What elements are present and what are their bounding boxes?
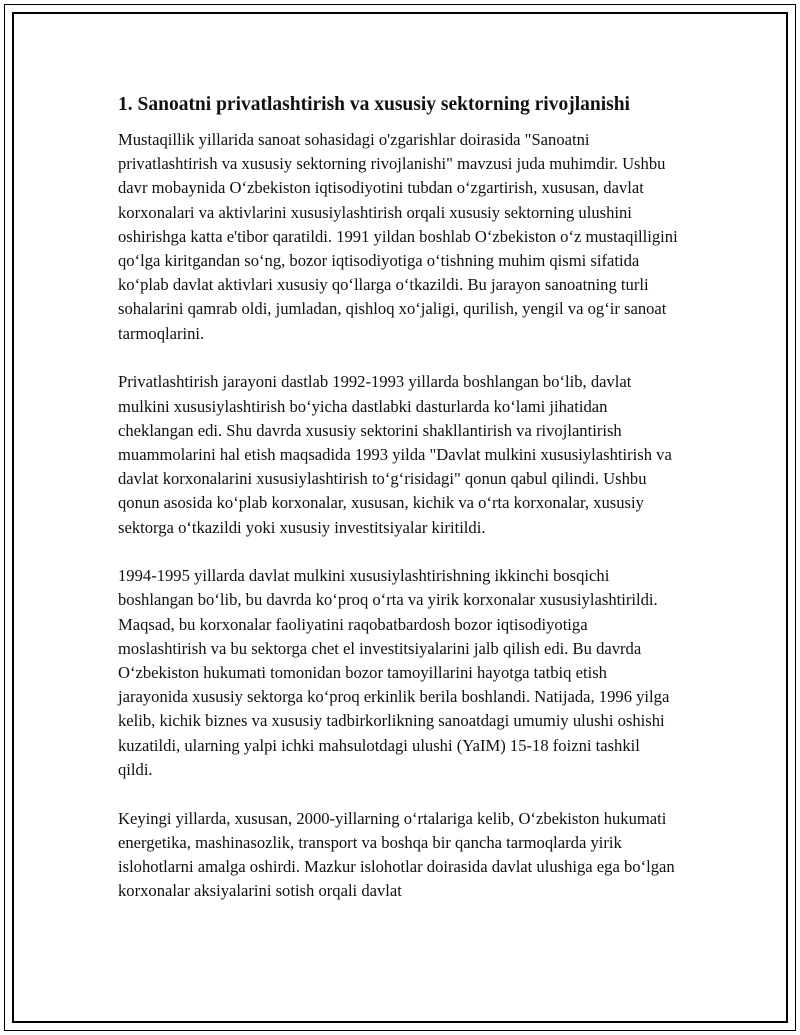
paragraph-3: 1994-1995 yillarda davlat mulkini xususiylashtirishning ikkinchi bosqichi boshlangan bo‘lib, bu davrda ko‘proq o‘rta va yirik korxonalar xususiylashtirildi. Maqsad, bu korxonalar faoliyatini raqobatbardosh bozor iqtisodiyotiga moslashtirish va bu sektorga chet el investitsiyalarini jalb qilish edi. Bu davrda O‘zbekiston hukumati tomonidan bozor tamoyillarini hayotga tatbiq etish jarayonida xususiy sektorga ko‘proq erkinlik berila boshlandi. Natijada, 1996 yilga kelib, kichik biznes va xususiy tadbirkorlikning sanoatdagi umumiy ulushi oshishi kuzatildi, ularning yalpi ichki mahsulotdagi ulushi (YaIM) 15-18 foizni tashkil qildi. [118,566,670,779]
paragraph-4: Keyingi yillarda, xususan, 2000-yillarning o‘rtalariga kelib, O‘zbekiston hukumati energetika, mashinasozlik, transport va boshqa bir qancha tarmoqlarda yirik islohotlarni amalga oshirdi. Mazkur islohotlar doirasida davlat ulushiga ega bo‘lgan korxonalar aksiyalarini sotish orqali davlat [118,808,675,901]
document-body [118,92,678,928]
paragraph-1: Mustaqillik yillarida sanoat sohasidagi o'zgarishlar doirasida "Sanoatni privatlashtirish va xususiy sektorning rivojlanishi" mavzusi juda muhimdir. Ushbu davr mobaynida O‘zbekiston iqtisodiyotini tubdan o‘zgartirish, xususan, davlat korxonalari va aktivlarini xususiylashtirish orqali xususiy sektorning ulushini oshirishga katta e'tibor qaratildi. 1991 yildan boshlab O‘zbekiston o‘z mustaqilligini qo‘lga kiritgandan so‘ng, bozor iqtisodiyotiga o‘tishning muhim qismi sifatida ko‘plab davlat aktivlari xususiy qo‘llarga o‘tkazildi. Bu jarayon sanoatning turli sohalarini qamrab oldi, jumladan, qishloq xo‘jaligi, qurilish, yengil va og‘ir sanoat tarmoqlarini. [118,130,678,343]
section-heading: 1. Sanoatni privatlashtirish va xususiy sektorning rivojlanishi [118,94,630,115]
paragraph-2: Privatlashtirish jarayoni dastlab 1992-1993 yillarda boshlangan bo‘lib, davlat mulkini xususiylashtirish bo‘yicha dastlabki dasturlarda ko‘lami jihatidan cheklangan edi. Shu davrda xususiy sektorini shakllantirish va rivojlantirish muammolarini hal etish maqsadida 1993 yilda "Davlat mulkini xususiylashtirish va davlat korxonalarini xususiylashtirish to‘g‘risidagi" qonun qabul qilindi. Ushbu qonun asosida ko‘plab korxonalar, xususan, kichik va o‘rta korxonalar, xususiy sektorga o‘tkazildi yoki xususiy investitsiyalar kiritildi. [118,372,672,537]
